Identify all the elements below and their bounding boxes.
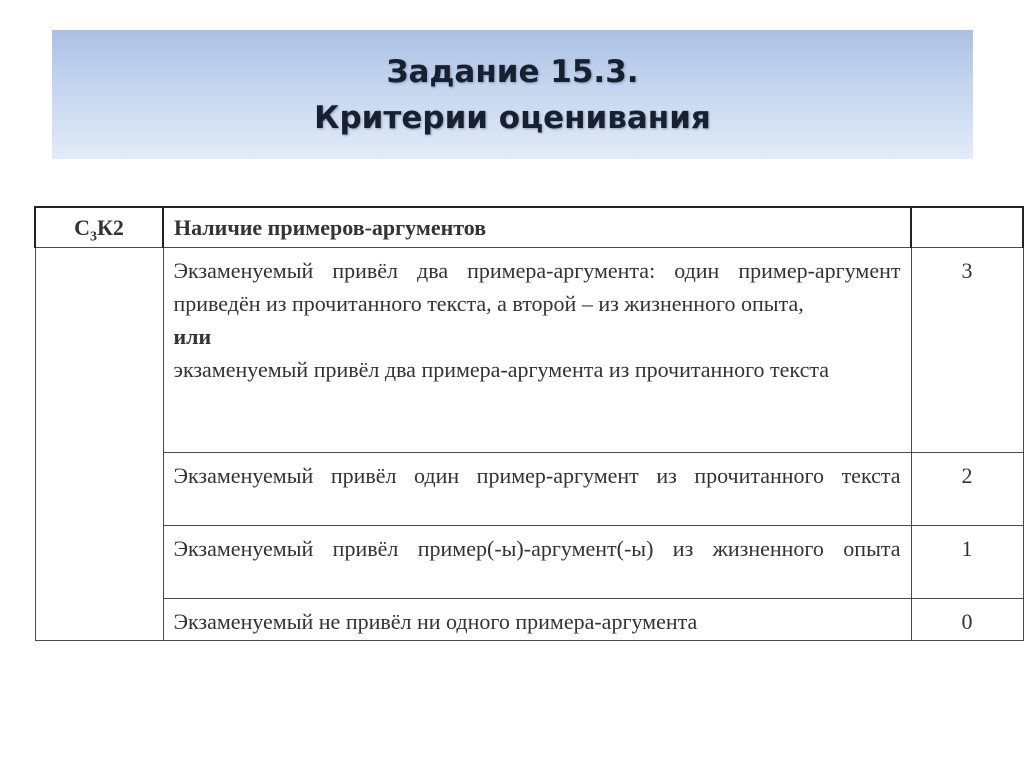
table-row (35, 598, 1023, 640)
score-value: 1 (911, 525, 1023, 598)
criterion-description: Экзаменуемый привёл пример(-ы)-аргумент(-ы) из жизненного опыта (163, 525, 911, 598)
header-score-cell (911, 207, 1023, 247)
criterion-description: Экзаменуемый привёл один пример-аргумент из прочитанного текста (163, 452, 911, 525)
slide-title-line-2: Критерии оценивания (314, 99, 711, 136)
criteria-table (34, 206, 1024, 641)
criteria-header-row (35, 207, 1023, 247)
score-value: 3 (911, 247, 1023, 452)
or-separator: или (173, 323, 212, 349)
score-value: 0 (911, 598, 1023, 640)
table-row (35, 247, 1023, 452)
criterion-code: $С_3К2$ (35, 207, 163, 247)
table-row (35, 525, 1023, 598)
score-value: 2 (911, 452, 1023, 525)
table-row (35, 452, 1023, 525)
slide-title-line-1: Задание 15.3. (386, 53, 639, 90)
criterion-description: Экзаменуемый привёл два примера-аргумента: один пример-аргумент приведён из прочитанного текста, а второй – из жизненного опыта, или экзаменуемый привёл два примера-аргумента из прочитанного текста (163, 247, 911, 452)
title-banner (52, 30, 973, 159)
criterion-description: Экзаменуемый не привёл ни одного примера-аргумента (163, 598, 911, 640)
code-spacer-cell (35, 247, 163, 640)
criterion-heading: Наличие примеров-аргументов (163, 207, 911, 247)
